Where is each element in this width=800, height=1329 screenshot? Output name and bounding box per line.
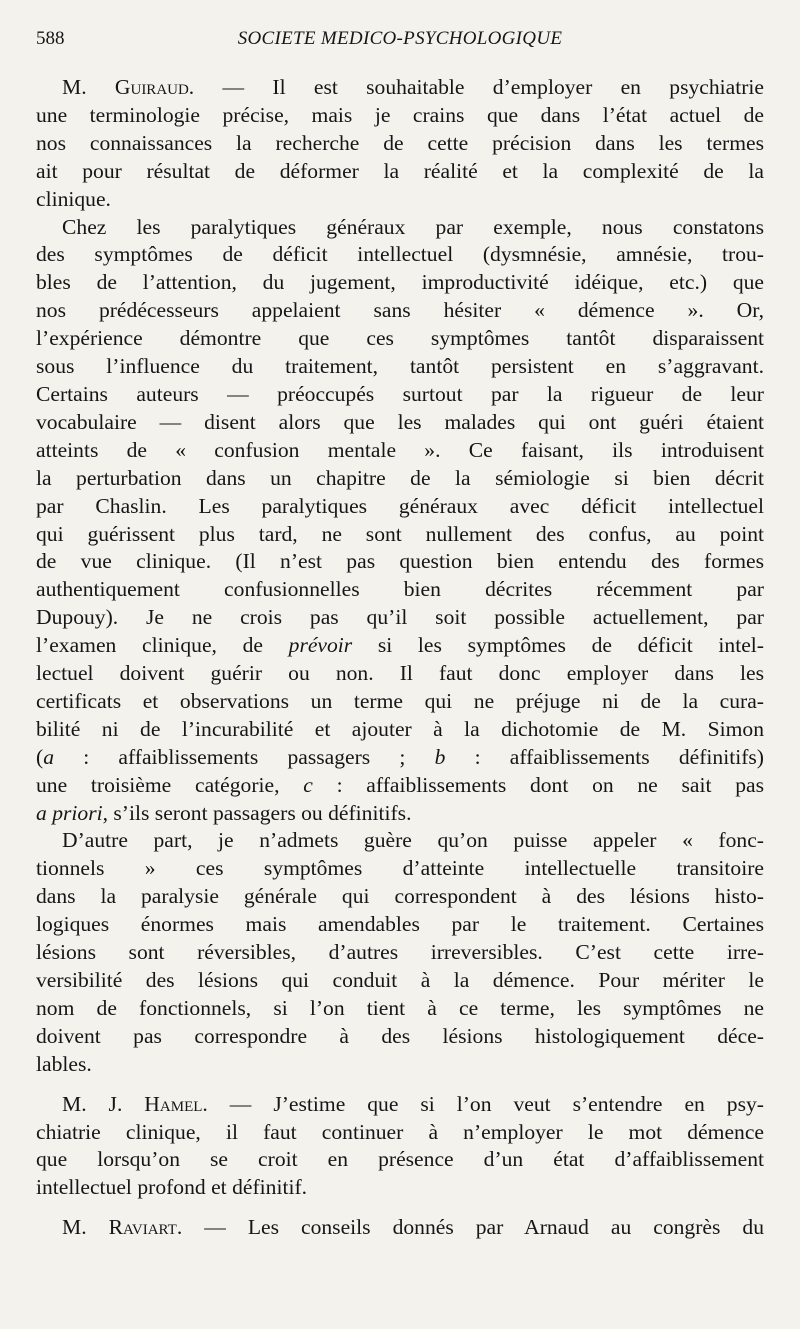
text-line: authentiquement confusionnelles bien décrites récemment par bbox=[36, 577, 764, 602]
text-line: atteints de « confusion mentale ». Ce faisant, ils introduisent bbox=[36, 437, 764, 462]
text-line: bles de l’attention, du jugement, improductivité idéique, etc.) que bbox=[36, 270, 764, 295]
text-line: l’examen clinique, de prévoir si les symptômes de déficit intel- bbox=[36, 633, 764, 658]
paragraph-raviart bbox=[36, 1214, 764, 1242]
page-body bbox=[36, 74, 764, 1242]
text-line: doivent pas correspondre à des lésions histologiquement déce- bbox=[36, 1023, 764, 1048]
text-line: D’autre part, je n’admets guère qu’on puisse appeler « fonc- bbox=[62, 828, 764, 853]
text-line: (a : affaiblissements passagers ; b : affaiblissements définitifs) bbox=[36, 744, 764, 769]
text-line: par Chaslin. Les paralytiques généraux avec déficit intellectuel bbox=[36, 493, 764, 518]
text-line: certificats et observations un terme qui ne préjuge ni de la cura- bbox=[36, 688, 764, 713]
speaker-hamel: M. J. Hamel. bbox=[62, 1091, 208, 1116]
text-line: une terminologie précise, mais je crains que dans l’état actuel de bbox=[36, 102, 764, 127]
text-line: chiatrie clinique, il faut continuer à n’employer le mot démence bbox=[36, 1119, 764, 1144]
speaker-guiraud: M. Guiraud. bbox=[62, 75, 195, 99]
text-line: l’expérience démontre que ces symptômes tantôt disparaissent bbox=[36, 326, 764, 351]
text-line: de vue clinique. (Il n’est pas question bien entendu des formes bbox=[36, 549, 764, 574]
text-line: Dupouy). Je ne crois pas qu’il soit possible actuellement, par bbox=[36, 605, 764, 630]
text-line: ait pour résultat de déformer la réalité et la complexité de la bbox=[36, 158, 764, 183]
text-line: a priori, s’ils seront passagers ou définitifs. bbox=[36, 800, 412, 825]
text-line: vocabulaire — disent alors que les malades qui ont guéri étaient bbox=[36, 409, 764, 434]
text-line: intellectuel profond et définitif. bbox=[36, 1175, 308, 1200]
text-line: la perturbation dans un chapitre de la sémiologie si bien décrit bbox=[36, 465, 764, 490]
text-line: une troisième catégorie, c : affaiblissements dont on ne sait pas bbox=[36, 772, 764, 797]
text-line: logiques énormes mais amendables par le traitement. Certaines bbox=[36, 912, 764, 937]
text-line: M. Raviart. — Les conseils donnés par Arnaud au congrès du bbox=[62, 1215, 764, 1240]
paragraph-guiraud-intro bbox=[36, 74, 764, 214]
text-line: clinique. bbox=[36, 186, 111, 211]
speaker-raviart: M. Raviart. bbox=[62, 1215, 183, 1240]
text-line: lables. bbox=[36, 1051, 92, 1076]
text-line: que lorsqu’on se croit en présence d’un état d’affaiblissement bbox=[36, 1147, 764, 1172]
paragraph-fonctionnels bbox=[36, 827, 764, 1078]
text-line: lectuel doivent guérir ou non. Il faut donc employer dans les bbox=[36, 661, 764, 686]
text-line: nom de fonctionnels, si l’on tient à ce terme, les symptômes ne bbox=[36, 995, 764, 1020]
italic-word: prévoir bbox=[288, 633, 353, 658]
text-line: tionnels » ces symptômes d’atteinte intellectuelle transitoire bbox=[36, 856, 764, 881]
text-line: qui guérissent plus tard, ne sont nullement des confus, au point bbox=[36, 521, 764, 546]
text-line: nos connaissances la recherche de cette précision dans les termes bbox=[36, 130, 764, 155]
text-line: des symptômes de déficit intellectuel (dysmnésie, amnésie, trou- bbox=[36, 242, 764, 267]
text-line: nos prédécesseurs appelaient sans hésiter « démence ». Or, bbox=[36, 298, 764, 323]
text-line: Certains auteurs — préoccupés surtout par la rigueur de leur bbox=[36, 381, 764, 406]
text-line: M. J. Hamel. — J’estime que si l’on veut s’entendre en psy- bbox=[62, 1091, 764, 1116]
paragraph-hamel bbox=[36, 1091, 764, 1203]
text-line: versibilité des lésions qui conduit à la démence. Pour mériter le bbox=[36, 968, 764, 992]
page-header bbox=[36, 28, 764, 58]
text-line: lésions sont réversibles, d’autres irreversibles. C’est cette irre- bbox=[36, 940, 764, 965]
running-title: SOCIETE MEDICO-PSYCHOLOGIQUE bbox=[237, 28, 563, 49]
paragraph-paralytiques bbox=[36, 214, 764, 828]
page-number: 588 bbox=[36, 28, 65, 49]
text-line: M. Guiraud. — Il est souhaitable d’employer en psychiatrie bbox=[62, 75, 765, 99]
text-line: sous l’influence du traitement, tantôt persistent en s’aggravant. bbox=[36, 354, 764, 379]
text-line: dans la paralysie générale qui correspondent à des lésions histo- bbox=[36, 884, 764, 909]
text-line: bilité ni de l’incurabilité et ajouter à la dichotomie de M. Simon bbox=[36, 716, 764, 741]
text-line: Chez les paralytiques généraux par exemple, nous constatons bbox=[62, 214, 764, 239]
